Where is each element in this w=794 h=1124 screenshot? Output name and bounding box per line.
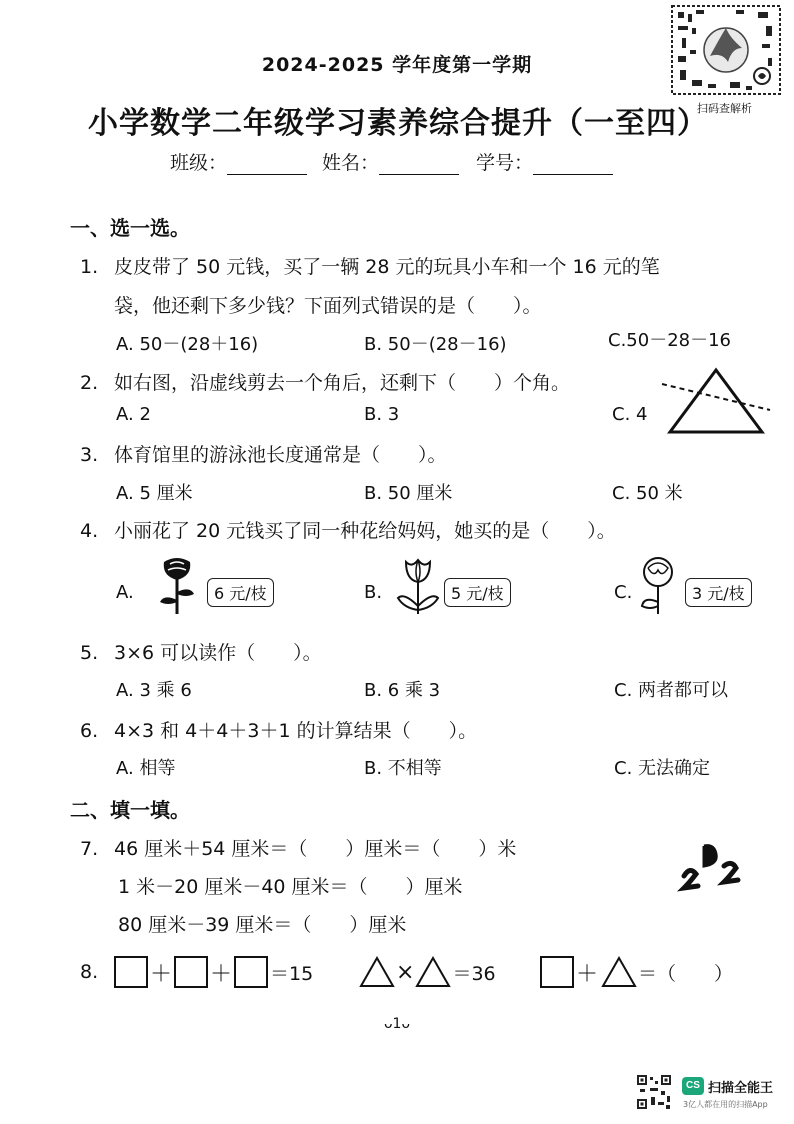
question-7-line-3: 80 厘米－39 厘米＝（ ）厘米 bbox=[118, 914, 407, 936]
camscanner-name: 扫描全能王 bbox=[708, 1081, 774, 1096]
option-b[interactable]: B. 3 bbox=[364, 404, 400, 425]
section-heading-choose: 一、选一选。 bbox=[70, 216, 190, 240]
question-text: 皮皮带了 50 元钱，买了一辆 28 元的玩具小车和一个 16 元的笔 bbox=[114, 256, 660, 278]
equals-answer[interactable]: ＝（ ） bbox=[638, 962, 734, 985]
page-number-right-icon: ᴗ bbox=[401, 1016, 411, 1032]
page-number-left-icon: ᴗ bbox=[383, 1016, 393, 1032]
page-title bbox=[88, 98, 708, 142]
question-2 bbox=[80, 368, 570, 395]
id-label: 学号： bbox=[476, 152, 534, 174]
question-number: 7. bbox=[80, 838, 99, 860]
square-blank[interactable] bbox=[234, 956, 268, 988]
combined-equation bbox=[540, 952, 733, 992]
option-a[interactable]: A. bbox=[116, 582, 134, 603]
option-c[interactable]: C. bbox=[614, 582, 633, 603]
question-7 bbox=[80, 834, 516, 861]
option-c[interactable]: C. 无法确定 bbox=[614, 758, 711, 779]
price-tag-b: 5 元/枝 bbox=[444, 578, 511, 607]
price-tag-a: 6 元/枝 bbox=[207, 578, 274, 607]
question-4 bbox=[80, 516, 616, 543]
option-b[interactable]: B. 50 厘米 bbox=[364, 483, 453, 504]
question-6 bbox=[80, 716, 477, 743]
question-number: 1. bbox=[80, 256, 99, 278]
option-c[interactable]: C. 4 bbox=[612, 404, 648, 425]
name-label: 姓名： bbox=[322, 152, 380, 174]
question-text: 4×3 和 4＋4＋3＋1 的计算结果（ ）。 bbox=[114, 720, 478, 742]
plus-sign: ＋ bbox=[210, 961, 233, 987]
option-b[interactable]: B. bbox=[364, 582, 383, 603]
term-heading: 2024-2025 学年度第一学期 bbox=[261, 54, 533, 76]
title-text: 小学数学二年级学习素养综合提升 bbox=[88, 106, 553, 141]
class-field[interactable] bbox=[170, 148, 307, 175]
option-b[interactable]: B. 不相等 bbox=[364, 758, 442, 779]
question-number: 6. bbox=[80, 720, 99, 742]
option-a[interactable]: A. 3 乘 6 bbox=[116, 680, 192, 701]
question-text: 46 厘米＋54 厘米＝（ ）厘米＝（ ）米 bbox=[114, 838, 517, 860]
option-a[interactable]: A. 50－(28＋16) bbox=[116, 334, 259, 355]
option-a[interactable]: A. 2 bbox=[116, 404, 151, 425]
footer-qr-code-icon[interactable] bbox=[636, 1074, 672, 1110]
rose-outline-icon bbox=[636, 554, 682, 616]
page-number bbox=[0, 1016, 794, 1032]
square-blank[interactable] bbox=[540, 956, 574, 988]
title-paren: （一至四） bbox=[553, 106, 708, 141]
id-blank[interactable] bbox=[533, 156, 613, 175]
class-blank[interactable] bbox=[227, 156, 307, 175]
question-8 bbox=[80, 952, 313, 992]
triangle-blank[interactable] bbox=[414, 955, 452, 989]
option-c[interactable]: C. 两者都可以 bbox=[614, 680, 729, 701]
option-a[interactable]: A. 5 厘米 bbox=[116, 483, 193, 504]
question-text: 体育馆里的游泳池长度通常是（ ）。 bbox=[114, 444, 447, 466]
question-number: 4. bbox=[80, 520, 99, 542]
question-text: 3×6 可以读作（ ）。 bbox=[114, 642, 322, 664]
rose-icon bbox=[154, 556, 200, 616]
question-number: 8. bbox=[80, 961, 99, 983]
square-blank[interactable] bbox=[174, 956, 208, 988]
option-a[interactable]: A. 相等 bbox=[116, 758, 176, 779]
equals-15: ＝15 bbox=[270, 962, 314, 985]
option-b[interactable]: B. 50－(28－16) bbox=[364, 334, 507, 355]
option-b[interactable]: B. 6 乘 3 bbox=[364, 680, 441, 701]
question-text: 如右图，沿虚线剪去一个角后，还剩下（ ）个角。 bbox=[114, 372, 571, 394]
option-c[interactable]: C.50－28－16 bbox=[608, 330, 732, 351]
tulip-icon bbox=[394, 556, 442, 616]
decorative-doodle-icon bbox=[676, 836, 742, 892]
class-label: 班级： bbox=[170, 152, 228, 174]
camscanner-logo: CS bbox=[682, 1077, 704, 1095]
times-sign: × bbox=[396, 959, 415, 985]
question-number: 5. bbox=[80, 642, 99, 664]
price-tag-c: 3 元/枝 bbox=[685, 578, 752, 607]
section-heading-fill: 二、填一填。 bbox=[70, 798, 190, 822]
plus-sign: ＋ bbox=[150, 961, 173, 987]
page-number-text: 1 bbox=[392, 1016, 402, 1032]
equals-36: ＝36 bbox=[452, 962, 496, 985]
name-blank[interactable] bbox=[379, 156, 459, 175]
square-blank[interactable] bbox=[114, 956, 148, 988]
question-3 bbox=[80, 440, 447, 467]
qr-code-icon[interactable] bbox=[670, 4, 782, 96]
question-text: 小丽花了 20 元钱买了同一种花给妈妈，她买的是（ ）。 bbox=[114, 520, 616, 542]
id-field[interactable] bbox=[476, 148, 613, 175]
triangle-figure bbox=[660, 364, 772, 438]
question-5 bbox=[80, 638, 322, 665]
option-c[interactable]: C. 50 米 bbox=[612, 483, 683, 504]
triangle-equation bbox=[358, 952, 496, 992]
question-7-line-2: 1 米－20 厘米－40 厘米＝（ ）厘米 bbox=[118, 876, 463, 898]
qr-caption: 扫码查解析 bbox=[697, 102, 752, 115]
plus-sign: ＋ bbox=[576, 961, 599, 987]
question-1-line-2: 袋，他还剩下多少钱？下面列式错误的是（ ）。 bbox=[114, 295, 542, 317]
name-field[interactable] bbox=[322, 148, 459, 175]
question-1 bbox=[80, 252, 660, 279]
question-number: 3. bbox=[80, 444, 99, 466]
camscanner-tagline: 3亿人都在用的扫描App bbox=[683, 1100, 768, 1109]
question-number: 2. bbox=[80, 372, 99, 394]
triangle-blank[interactable] bbox=[358, 955, 396, 989]
triangle-blank[interactable] bbox=[600, 955, 638, 989]
